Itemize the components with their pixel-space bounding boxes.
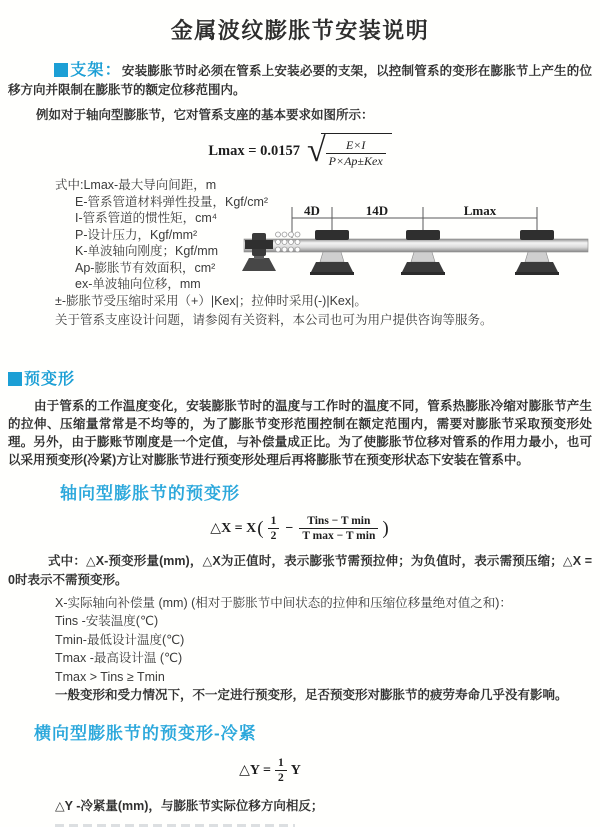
sqrt-radical-icon: √ xyxy=(306,132,326,169)
fraction-denominator: 2 xyxy=(275,770,287,785)
definition-line: 关于管系支座设计问题，请参阅有关资料，本公司也可为用户提供咨询等服务。 xyxy=(55,313,493,327)
formula-lhs: △Y = xyxy=(239,763,271,779)
fraction-numerator: 1 xyxy=(270,515,277,527)
definition-line: I-管系管道的惯性矩，cm⁴ xyxy=(75,211,218,225)
axial-preform-heading: 轴向型膨胀节的预变形 xyxy=(60,484,240,503)
axial-preform-formula xyxy=(8,514,592,544)
support-section-label: 支架： xyxy=(70,62,122,79)
half-fraction xyxy=(275,756,287,786)
preform-section-label: 预变形 xyxy=(24,371,76,388)
definition-line: ±-膨胀节受压缩时采用（+）|Kex|；拉伸时采用(-)|Kex|。 xyxy=(55,293,367,308)
section-bullet-icon xyxy=(8,372,22,386)
page-title: 金属波纹膨胀节安装说明 xyxy=(170,18,430,43)
variable-line: Tmax -最高设计温 (℃) xyxy=(55,651,183,666)
definition-line: P-设计压力，Kgf/mm² xyxy=(75,227,198,242)
definition-line: 式中:Lmax-最大导向间距，m xyxy=(55,178,217,192)
cut-off-text-sliver xyxy=(55,824,295,827)
variable-line: 一般变形和受力情况下，不一定进行预变形，足否预变形对膨胀节的疲劳寿命几乎没有影响。 xyxy=(55,688,568,703)
variable-line: X-实际轴向补偿量 (mm) (相对于膨胀节中间状态的拉伸和压缩位移量绝对值之和)： xyxy=(55,595,512,610)
formula-lhs: △X = X xyxy=(210,521,257,537)
half-fraction xyxy=(268,514,280,544)
variable-line: Tmin-最低设计温度(℃) xyxy=(55,632,185,647)
fraction-numerator: 1 xyxy=(277,756,284,769)
support-intro-text: 安装膨胀节时必须在管系上安装必要的支架，以控制管系的变形在膨胀节上产生的位移方向并限制在膨胀节的额定位移范围内。 xyxy=(8,64,592,97)
support-intro-paragraph xyxy=(8,61,592,100)
definition-line: Ap-膨胀节有效面积，cm² xyxy=(75,260,216,275)
open-paren: ( xyxy=(257,517,264,539)
variable-line: Tins -安装温度(℃) xyxy=(55,614,159,629)
temperature-fraction xyxy=(299,514,378,544)
definition-line: E-管系管道材料弹性投量，Kgf/cm² xyxy=(75,194,269,209)
dim-label-4d: 4D xyxy=(304,203,320,218)
definition-line: K-单波轴向刚度；Kgf/mm xyxy=(75,244,219,258)
fraction-denominator: P×Ap±Kex xyxy=(326,153,386,169)
preform-paragraph: 由于管系的工作温度变化，安装膨胀节时的温度与工作时的温度不同，管系热膨胀冷缩对膨胀节产生的拉伸、压缩量常常是不均等的，为了膨胀节变形范围控制在额定范围内，需要对膨胀节采取预变形处理。另外，由于膨账节刚度是一个定值，与补偿量成正比。为了使膨胀节位移对管系的作用力最小，也可以采用预变形(冷紧)方让对膨胀节进行预变形处理后再将膨胀节在预变形状态下安装在管系中。 xyxy=(8,399,592,467)
section-bullet-icon xyxy=(54,63,68,77)
pipe-support-diagram xyxy=(240,203,592,303)
variable-definition-lines xyxy=(55,594,592,705)
definition-line: ex-单波轴向位移，mm xyxy=(75,277,201,291)
pipe-support xyxy=(515,230,559,275)
fraction-numerator: E×I xyxy=(345,138,366,152)
fraction-numerator: Tins − T min xyxy=(307,515,371,527)
formula-definitions-block xyxy=(8,177,592,349)
preform-section-header xyxy=(8,363,592,391)
pipe-support xyxy=(310,230,354,275)
fraction-denominator: 2 xyxy=(268,528,280,543)
formula-fraction xyxy=(326,138,386,169)
formula-lhs: Lmax = 0.0157 xyxy=(208,142,300,159)
variable-line: Tmax > Tins ≥ Tmin xyxy=(55,669,165,684)
guide-spacing-formula xyxy=(8,133,592,169)
formula-rhs: Y xyxy=(290,762,301,778)
dim-label-lmax: Lmax xyxy=(463,203,497,218)
cold-tension-definition-line: △Y -冷紧量(mm)，与膨胀节实际位移方向相反； xyxy=(55,798,324,813)
axial-formula-explain: 式中：△X-预变形量(mm)，△X为正值时，表示膨张节需预拉伸；为负值时，表示需预压缩；△X = 0时表示不需预变形。 xyxy=(8,553,592,587)
axial-example-line: 例如对于轴向型膨胀节，它对管系支座的基本要求如图所示： xyxy=(36,108,374,122)
lateral-preform-formula xyxy=(0,756,562,786)
pipe-support xyxy=(401,230,445,275)
sqrt-radicand xyxy=(321,133,392,169)
lateral-preform-heading: 横向型膨胀节的预变形-冷紧 xyxy=(34,723,257,743)
minus-operator: − xyxy=(285,520,294,536)
fraction-denominator: T max − T min xyxy=(299,528,378,543)
dim-label-14d: 14D xyxy=(365,203,389,218)
close-paren: ) xyxy=(382,517,389,539)
